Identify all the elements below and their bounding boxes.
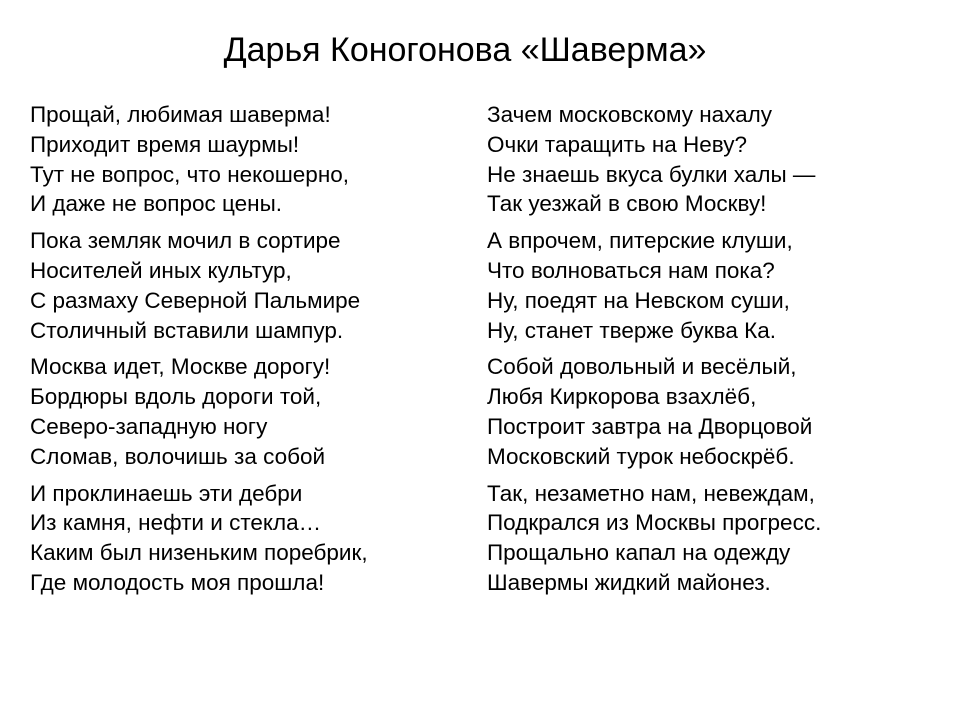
poem-line: Подкрался из Москвы прогресс. (487, 510, 822, 536)
poem-line: А впрочем, питерские клуши, (487, 228, 793, 254)
poem-title: Дарья Коногонова «Шаверма» (223, 31, 707, 69)
poem-column-right (487, 100, 947, 605)
poem-line: Построит завтра на Дворцовой (487, 413, 813, 439)
stanza (30, 479, 470, 598)
poem-column-left (30, 100, 470, 605)
stanza (30, 226, 470, 345)
poem-line: Так, незаметно нам, невеждам, (487, 480, 815, 506)
poem-line: Где молодость моя прошла! (30, 569, 325, 595)
poem-line: Зачем московскому нахалу (487, 102, 773, 127)
poem-line: Носителей иных культур, (30, 257, 292, 283)
poem-line: Бордюры вдоль дороги той, (30, 384, 322, 410)
stanza (487, 226, 947, 345)
poem-line: Очки таращить на Неву? (487, 131, 748, 157)
poem-line: Любя Киркорова взахлёб, (487, 384, 757, 410)
poem-line: Прощально капал на одежду (487, 540, 791, 566)
poem-line: Собой довольный и весёлый, (487, 354, 797, 380)
stanza (487, 479, 947, 598)
poem-line: Московский турок небоскрёб. (487, 443, 795, 469)
poem-line: Ну, поедят на Невском суши, (487, 287, 790, 313)
poem-line: Тут не вопрос, что некошерно, (30, 161, 350, 187)
stanza (30, 352, 470, 471)
stanza (487, 352, 947, 471)
poem-line: Шавермы жидкий майонез. (487, 569, 771, 595)
stanza (487, 100, 947, 219)
poem-line: Прощай, любимая шаверма! (30, 102, 331, 127)
poem-line: Ну, станет тверже буква Ка. (487, 317, 776, 343)
poem-line: Из камня, нефти и стекла… (30, 510, 322, 536)
poem-line: Приходит время шаурмы! (30, 131, 300, 157)
poem-line: Каким был низеньким поребрик, (30, 540, 368, 566)
poem-line: Столичный вставили шампур. (30, 317, 344, 343)
stanza (30, 100, 470, 219)
poem-line: Что волноваться нам пока? (487, 257, 775, 283)
poem-line: Сломав, волочишь за собой (30, 443, 326, 469)
poem-line: Так уезжай в свою Москву! (487, 191, 767, 217)
poem-line: Не знаешь вкуса булки халы — (487, 161, 816, 187)
poem-line: С размаху Северной Пальмире (30, 287, 361, 313)
poem-line: Пока земляк мочил в сортире (30, 228, 341, 254)
poem-line: Москва идет, Москве дорогу! (30, 354, 331, 380)
poem-line: Северо-западную ногу (30, 413, 268, 439)
poem-line: И даже не вопрос цены. (30, 191, 282, 217)
poem-line: И проклинаешь эти дебри (30, 480, 303, 506)
